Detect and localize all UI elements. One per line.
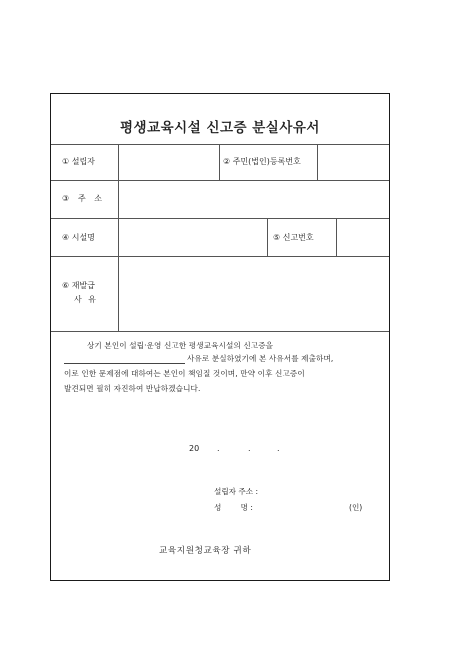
- form-title: 평생교육시설 신고증 분실사유서: [120, 120, 320, 136]
- report-number-label: ⑤ 신고번호: [273, 233, 314, 242]
- column-divider: [267, 218, 268, 256]
- address-field[interactable]: [119, 181, 389, 218]
- report-form: [50, 93, 390, 581]
- address-number: ③: [62, 194, 70, 203]
- statement-line-2: [64, 353, 333, 364]
- statement-line-3: 이로 인한 문제점에 대하여는 본인이 책임질 것이며, 만약 이후 신고증이: [64, 369, 305, 378]
- statement-line-4: 발견되면 필히 자진하여 반납하겠습니다.: [64, 384, 201, 393]
- statement-line-2-text: 사유로 분실하였기에 본 사유서를 제출하며,: [187, 354, 334, 363]
- facility-name-field[interactable]: [119, 219, 267, 256]
- reason-label: 사 유: [74, 295, 96, 304]
- date-dot: .: [217, 444, 220, 453]
- name-label: 성 명 :: [214, 503, 253, 512]
- statement-line-1: 상기 본인이 설립·운영 신고한 평생교육시설의 신고증을: [87, 341, 274, 350]
- registration-number-label: ② 주민(법인)등록번호: [223, 157, 301, 166]
- recipient-line: 교육지원청교육장 귀하: [159, 546, 252, 556]
- address-label: 주 소: [78, 194, 102, 203]
- founder-address-label: 설립자 주소 :: [214, 487, 259, 496]
- seal-mark: (인): [349, 503, 363, 512]
- date-year-prefix: 20: [189, 444, 200, 453]
- report-number-field[interactable]: [337, 219, 389, 256]
- row-divider: [51, 331, 389, 332]
- reason-blank[interactable]: [64, 355, 185, 364]
- facility-name-label: ④ 시설명: [62, 233, 95, 242]
- registration-number-field[interactable]: [318, 145, 389, 180]
- founder-label: ① 설립자: [62, 157, 95, 166]
- reissue-reason-label: ⑥ 재발급: [62, 281, 95, 290]
- reissue-reason-field[interactable]: [119, 257, 389, 331]
- founder-field[interactable]: [119, 145, 219, 180]
- column-divider: [219, 144, 220, 180]
- date-dot: .: [248, 444, 251, 453]
- date-dot: .: [277, 444, 280, 453]
